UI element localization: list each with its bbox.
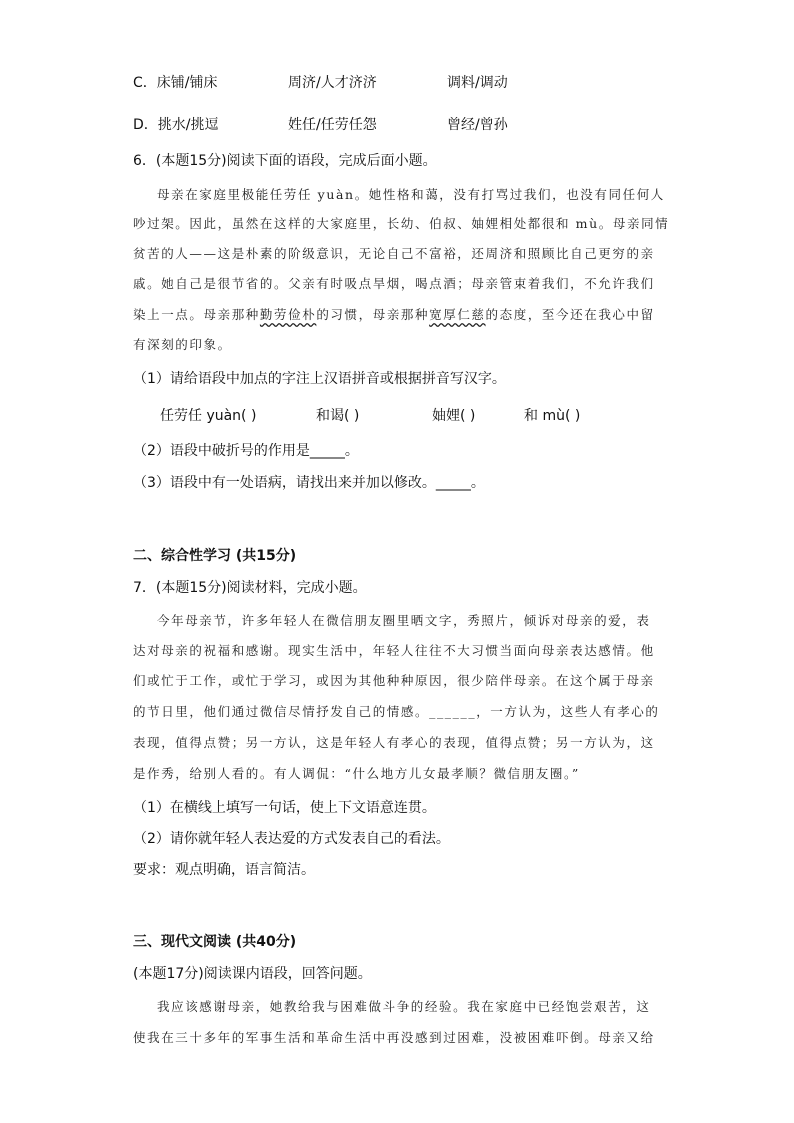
q6-passage-seg: 染上一点。母亲那种	[133, 307, 260, 322]
section3-title: 三、现代文阅读 (共40分)	[133, 934, 297, 950]
q7-passage-line: 表现，值得点赞；另一方认，这是年轻人有孝心的表现，值得点赞；另一方认为，这	[133, 735, 655, 750]
q7-passage-line: 今年母亲节，许多年轻人在微信朋友圈里晒文字，秀照片，倾诉对母亲的爱，表	[157, 613, 651, 628]
q6-passage-line: 吵过架。因此，虽然在这样的大家庭里，长幼、伯叔、妯娌相处都很和 mù。母亲同情	[133, 216, 670, 231]
option-d-label: D．挑水/挑逗	[133, 117, 219, 133]
q7-passage-line: 是作秀，给别人看的。有人调侃：“什么地方儿女最孝顺？微信朋友圈。”	[133, 766, 580, 781]
q6-title: 6．(本题15分)阅读下面的语段，完成后面小题。	[133, 153, 437, 169]
s3-passage-line: 我应该感谢母亲，她教给我与困难做斗争的经验。我在家庭中已经饱尝艰苦，这	[157, 999, 651, 1014]
q6-sub2: （2）语段中破折号的作用是_____。	[133, 443, 359, 459]
option-c-b: 周济/人才济济	[288, 75, 377, 91]
q6-passage-line: 母亲在家庭里极能任劳任 yuàn。她性格和蔼，没有打骂过我们，也没有同任何人	[157, 187, 665, 202]
q7-passage-line: 达对母亲的祝福和感谢。现实生活中，年轻人往往不大习惯当面向母亲表达感情。他	[133, 643, 655, 658]
q7-passage-line: 们或忙于工作，或忙于学习，或因为其他种种原因，很少陪伴母亲。在这个属于母亲	[133, 673, 655, 688]
q6-sub1: （1）请给语段中加点的字注上汉语拼音或根据拼音写汉字。	[133, 371, 506, 387]
option-d-b: 姓任/任劳任怨	[288, 117, 377, 133]
section2-title: 二、综合性学习 (共15分)	[133, 548, 297, 564]
section3-intro: (本题17分)阅读课内语段，回答问题。	[133, 966, 372, 982]
q6-passage-line: 有深刻的印象。	[133, 337, 232, 352]
option-d-c: 曾经/曾孙	[447, 117, 508, 133]
q7-passage-line: 的节日里，他们通过微信尽情抒发自己的情感。______，一方认为，这些人有孝心的	[133, 704, 660, 719]
q6-blank-a: 任劳任 yuàn( )	[160, 408, 257, 424]
q7-requirement: 要求：观点明确，语言简洁。	[133, 862, 315, 878]
option-c-label: C．床铺/铺床	[133, 75, 218, 91]
option-c-c: 调料/调动	[447, 75, 508, 91]
q6-blank-b: 和谒( )	[316, 408, 360, 424]
q6-passage-seg: 的习惯，母亲那种	[316, 307, 430, 322]
q6-passage-line: 戚。她自己是很节省的。父亲有时吸点旱烟，喝点酒；母亲管束着我们，不允许我们	[133, 276, 655, 291]
q7-sub2: （2）请你就年轻人表达爱的方式发表自己的看法。	[133, 831, 450, 847]
q6-blank-d: 和 mù( )	[524, 408, 581, 424]
s3-passage-line: 使我在三十多年的军事生活和革命生活中再没感到过困难，没被困难吓倒。母亲又给	[133, 1030, 655, 1045]
q7-title: 7．(本题15分)阅读材料，完成小题。	[133, 580, 367, 596]
q7-sub1: （1）在横线上填写一句话，使上下文语意连贯。	[133, 800, 436, 816]
q6-sub3: （3）语段中有一处语病，请找出来并加以修改。_____。	[133, 475, 485, 491]
q6-underlined-term: 勤劳俭朴	[259, 307, 317, 322]
q6-underlined-term: 宽厚仁慈	[429, 307, 486, 322]
q6-passage-line: 贫苦的人——这是朴素的阶级意识，无论自己不富裕，还周济和照顾比自己更穷的亲	[133, 246, 655, 261]
q6-blank-c: 妯娌( )	[432, 408, 476, 424]
q6-passage-seg: 的态度，至今还在我心中留	[485, 307, 655, 322]
q6-passage-line	[133, 305, 655, 323]
